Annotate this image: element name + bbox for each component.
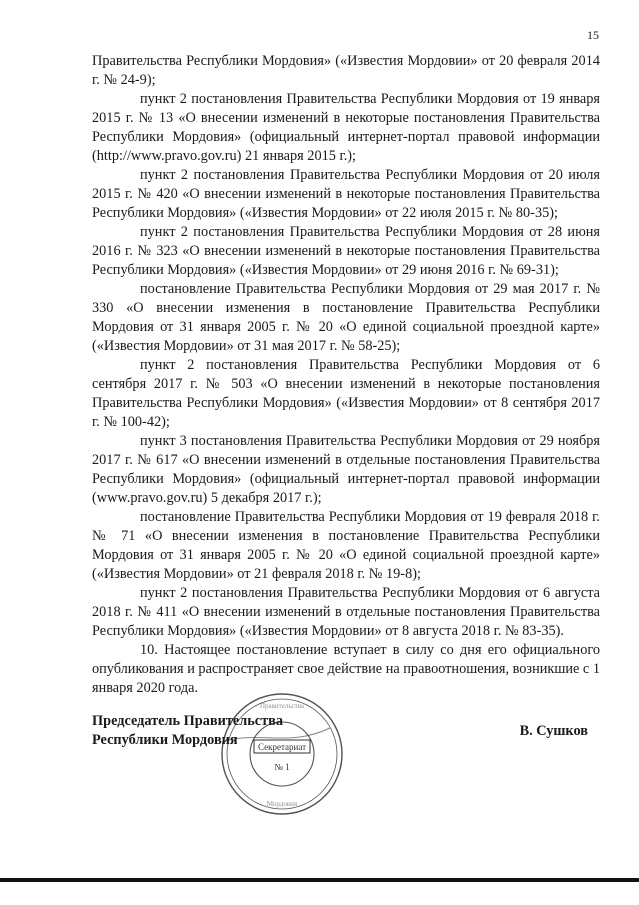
paragraph: пункт 2 постановления Правительства Республики Мордовия от 28 июня 2016 г. № 323 «О внесении изменений в некоторые постановления Правительства Республики Мордовия» («Известия Мордовии» от 29 июня 2016 г. № 69-31); (92, 224, 600, 278)
document-body (92, 52, 600, 698)
paragraph: постановление Правительства Республики Мордовия от 19 февраля 2018 г. № 71 «О внесении изменения в постановление Правительства Республики Мордовия от 31 января 2005 г. № 20 «О единой социальной проездной карте» («Известия Мордовии» от 21 февраля 2018 г. № 19-8); (92, 509, 600, 582)
paragraph: пункт 2 постановления Правительства Республики Мордовия от 19 января 2015 г. № 13 «О внесении изменений в некоторые постановления Правительства Республики Мордовия» (официальный интернет-портал правовой информации (http://www.pravo.gov.ru) 21 января 2015 г.); (92, 91, 600, 164)
page-bottom-rule (0, 878, 639, 882)
paragraph: пункт 2 постановления Правительства Республики Мордовия от 6 августа 2018 г. № 411 «О внесении изменений в отдельные постановления Правительства Республики Мордовия» («Известия Мордовии» от 8 августа 2018 г. № 83-35). (92, 585, 600, 639)
paragraph: постановление Правительства Республики Мордовия от 29 мая 2017 г. № 330 «О внесении изменения в постановление Правительства Республики Мордовия от 31 января 2005 г. № 20 «О единой социальной проездной карте» («Известия Мордовии» от 31 мая 2017 г. № 58-25); (92, 281, 600, 354)
signatory-title-line2: Республики Мордовия (92, 732, 238, 748)
official-stamp-seal (218, 690, 346, 818)
signatory-name: В. Сушков (519, 723, 588, 739)
page-number: 15 (587, 28, 599, 42)
paragraph: Правительства Республики Мордовия» («Известия Мордовии» от 20 февраля 2014 г. № 24-9); (92, 53, 600, 88)
signatory-title-line1: Председатель Правительства (92, 713, 284, 729)
svg-text:Мордовия: Мордовия (266, 800, 298, 808)
stamp-center-text: Секретариат (257, 742, 307, 752)
paragraph: пункт 3 постановления Правительства Республики Мордовия от 29 ноября 2017 г. № 617 «О внесении изменений в отдельные постановления Правительства Республики Мордовия» (официальный интернет-портал правовой информации (www.pravo.gov.ru) 5 декабря 2017 г.); (92, 433, 600, 506)
paragraph: пункт 2 постановления Правительства Республики Мордовия от 6 сентября 2017 г. № 503 «О внесении изменений в некоторые постановления Правительства Республики Мордовия» («Известия Мордовии» от 8 сентября 2017 г. № 100-42); (92, 357, 600, 430)
signatory-title (92, 712, 283, 750)
paragraph: 10. Настоящее постановление вступает в силу со дня его официального опубликования и распространяет свое действие на правоотношения, возникшие с 1 января 2020 года. (92, 642, 600, 696)
paragraph: пункт 2 постановления Правительства Республики Мордовия от 20 июля 2015 г. № 420 «О внесении изменений в некоторые постановления Правительства Республики Мордовия» («Известия Мордовии» от 22 июля 2015 г. № 80-35); (92, 167, 600, 221)
stamp-number-text: № 1 (274, 762, 290, 772)
svg-text:Правительства: Правительства (259, 702, 305, 710)
